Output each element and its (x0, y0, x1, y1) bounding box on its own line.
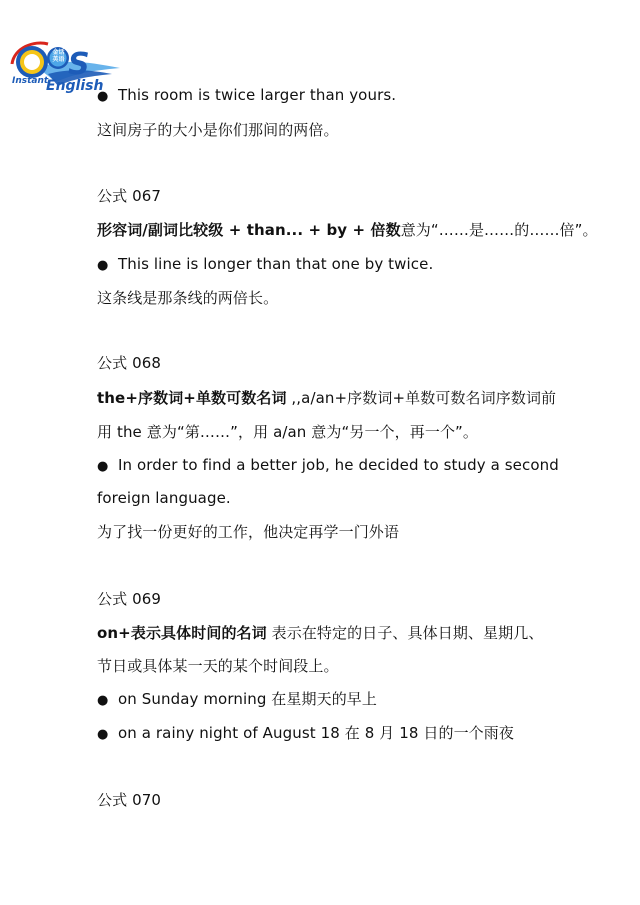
bullet-icon: ● (97, 459, 109, 474)
example-line-1 (97, 85, 396, 107)
logo-english-text: English (46, 78, 104, 94)
example-text: In order to find a better job, he decided to study a second (118, 456, 559, 474)
formula-069-rule-bold: on+表示具体时间的名词 (97, 624, 267, 642)
example-068 (97, 455, 559, 477)
bullet-icon: ● (97, 727, 109, 742)
formula-069-rule-line2: 节日或具体某一天的某个时间段上。 (97, 657, 339, 675)
formula-067-rule-text: 意为“……是……的……倍”。 (400, 221, 598, 239)
formula-067-rule (97, 220, 598, 240)
formula-068-heading: 公式 068 (97, 354, 161, 372)
example-067 (97, 254, 433, 276)
translation-067: 这条线是那条线的两倍长。 (97, 289, 279, 307)
formula-070-heading: 公式 070 (97, 791, 161, 809)
translation-line-1: 这间房子的大小是你们那间的两倍。 (97, 121, 339, 139)
example-text: on Sunday morning 在星期天的早上 (118, 690, 378, 708)
svg-text:S: S (68, 47, 90, 82)
formula-069-heading: 公式 069 (97, 590, 161, 608)
example-text: This room is twice larger than yours. (118, 86, 397, 104)
bullet-icon: ● (97, 89, 109, 104)
formula-069-rule (97, 623, 543, 643)
formula-068-rule-line2: 用 the 意为“第……”，用 a/an 意为“另一个，再一个”。 (97, 423, 479, 441)
example-069-a (97, 689, 377, 711)
formula-069-rule-text: 表示在特定的日子、具体日期、星期几、 (266, 624, 544, 642)
formula-067-heading: 公式 067 (97, 187, 161, 205)
logo-badge-text: 金话 英语 (52, 49, 65, 63)
bullet-icon: ● (97, 693, 109, 708)
formula-068-rule-text: ,,a/an+序数词+单数可数名词序数词前 (286, 389, 557, 407)
example-068-continued: foreign language. (97, 489, 231, 507)
bullet-icon: ● (97, 258, 109, 273)
example-text: This line is longer than that one by twice. (118, 255, 434, 273)
formula-067-rule-bold: 形容词/副词比较级 + than... + by + 倍数 (97, 221, 401, 239)
formula-068-rule-bold: the+序数词+单数可数名词 (97, 389, 287, 407)
example-text: on a rainy night of August 18 在 8 月 18 日的一个雨夜 (118, 724, 514, 742)
example-069-b (97, 723, 514, 745)
translation-068: 为了找一份更好的工作，他决定再学一门外语 (97, 523, 400, 541)
formula-068-rule (97, 388, 556, 408)
logo-instant-text: Instant (12, 76, 49, 86)
